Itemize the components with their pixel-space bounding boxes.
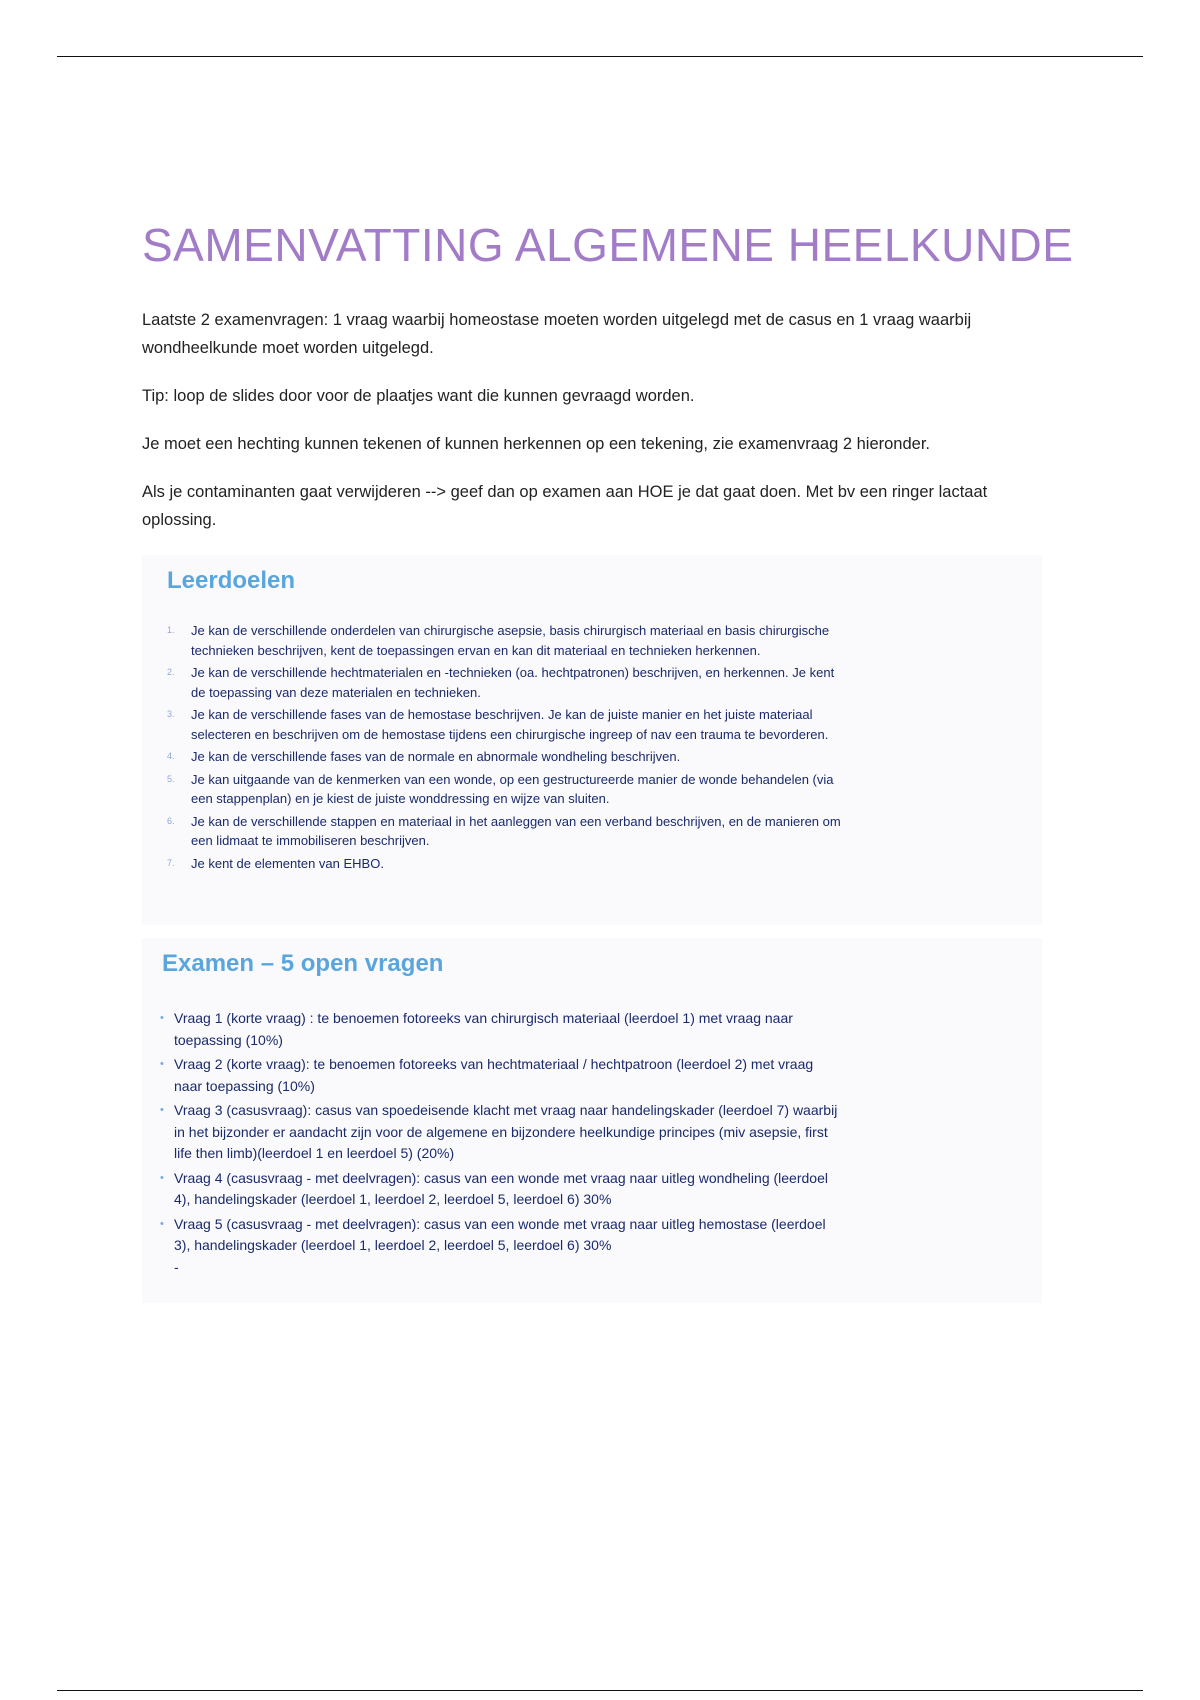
list-item bbox=[167, 854, 847, 874]
leerdoelen-list bbox=[167, 621, 847, 876]
examen-slide-image bbox=[142, 938, 1042, 1303]
header-rule bbox=[57, 56, 1143, 57]
bullet-icon: • bbox=[160, 1058, 164, 1070]
list-number: 5. bbox=[167, 773, 175, 784]
trailing-dash: - bbox=[174, 1258, 179, 1275]
list-item-text: Je kent de elementen van EHBO. bbox=[191, 855, 384, 871]
examen-list bbox=[160, 1008, 840, 1277]
intro-text bbox=[142, 306, 1052, 554]
bullet-icon: • bbox=[160, 1012, 164, 1024]
list-number: 3. bbox=[167, 709, 175, 719]
intro-paragraph: Laatste 2 examenvragen: 1 vraag waarbij homeostase moeten worden uitgelegd met de casus en 1 vraag waarbij wondheelkunde moet worden uitgelegd. bbox=[142, 311, 972, 357]
list-item-text: Je kan de verschillende onderdelen van chirurgische asepsie, basis chirurgisch materiaal en basis chirurgische technieken beschrijven, kent de toepassingen ervan en kan dit materiaal en technieken herkennen. bbox=[191, 623, 830, 658]
list-item bbox=[167, 621, 847, 660]
footer-rule bbox=[57, 1690, 1143, 1691]
leerdoelen-heading: Leerdoelen bbox=[167, 567, 296, 594]
list-item-text: Vraag 1 (korte vraag) : te benoemen fotoreeks van chirurgisch materiaal (leerdoel 1) met vraag naar toepassing (10%) bbox=[174, 1010, 793, 1048]
bullet-icon: • bbox=[160, 1217, 164, 1230]
list-item-text: Je kan uitgaande van de kenmerken van een wonde, op een gestructureerde manier de wonde behandelen (via een stappenplan) en je kiest de juiste wonddressing en wijze van sluiten. bbox=[191, 771, 834, 806]
list-item-text: Je kan de verschillende stappen en materiaal in het aanleggen van een verband beschrijven, en de manieren om een lidmaat te immobiliseren beschrijven. bbox=[191, 813, 841, 848]
list-item bbox=[160, 1100, 840, 1165]
list-number: 4. bbox=[167, 751, 175, 761]
list-number: 6. bbox=[167, 815, 175, 826]
list-number: 1. bbox=[167, 625, 175, 635]
list-item bbox=[160, 1168, 840, 1211]
intro-paragraph: Als je contaminanten gaat verwijderen --> geef dan op examen aan HOE je dat gaat doen. Met bv een ringer lactaat oplossing. bbox=[142, 483, 988, 529]
list-item-text: Je kan de verschillende fases van de hemostase beschrijven. Je kan de juiste manier en het juiste materiaal selecteren en beschrijven om de hemostase tijdens een chirurgische ingreep of nav een trauma te bevorderen. bbox=[191, 707, 829, 742]
bullet-icon: • bbox=[160, 1171, 164, 1184]
leerdoelen-slide-image bbox=[142, 555, 1042, 925]
list-item-text: Vraag 3 (casusvraag): casus van spoedeisende klacht met vraag naar handelingskader (leerdoel 7) waarbij in het bijzonder er aandacht zijn voor de algemene en bijzondere heelkundige principes (miv asepsie, first life then limb)(leerdoel 1 en leerdoel 5) (20%) bbox=[174, 1102, 838, 1161]
list-item bbox=[167, 770, 847, 809]
list-item bbox=[167, 663, 847, 702]
list-item bbox=[160, 1008, 840, 1051]
list-item bbox=[160, 1054, 840, 1097]
intro-paragraph: Je moet een hechting kunnen tekenen of kunnen herkennen op een tekening, zie examenvraag 2 hieronder. bbox=[142, 435, 930, 453]
list-item bbox=[167, 705, 847, 744]
list-number: 7. bbox=[167, 857, 175, 868]
list-item-text: Vraag 2 (korte vraag): te benoemen fotoreeks van hechtmateriaal / hechtpatroon (leerdoel 2) met vraag naar toepassing (10%) bbox=[174, 1056, 814, 1094]
list-number: 2. bbox=[167, 667, 175, 677]
bullet-icon: • bbox=[160, 1104, 164, 1116]
intro-paragraph: Tip: loop de slides door voor de plaatjes want die kunnen gevraagd worden. bbox=[142, 387, 695, 405]
list-item-text: Vraag 4 (casusvraag - met deelvragen): casus van een wonde met vraag naar uitleg wondheling (leerdoel 4), handelingskader (leerdoel 1, leerdoel 2, leerdoel 5, leerdoel 6) 30% bbox=[174, 1169, 828, 1207]
examen-heading: Examen – 5 open vragen bbox=[162, 950, 444, 977]
list-item bbox=[167, 747, 847, 767]
list-item bbox=[160, 1214, 840, 1257]
page-title: SAMENVATTING ALGEMENE HEELKUNDE bbox=[142, 219, 1074, 271]
list-item-text: Je kan de verschillende fases van de normale en abnormale wondheling beschrijven. bbox=[191, 749, 681, 764]
list-item-text: Je kan de verschillende hechtmaterialen en -technieken (oa. hechtpatronen) beschrijven, en herkennen. Je kent de toepassing van deze materialen en technieken. bbox=[191, 665, 835, 700]
list-item bbox=[167, 812, 847, 851]
list-item-text: Vraag 5 (casusvraag - met deelvragen): casus van een wonde met vraag naar uitleg hemostase (leerdoel 3), handelingskader (leerdoel 1, leerdoel 2, leerdoel 5, leerdoel 6) 30% bbox=[174, 1215, 826, 1253]
